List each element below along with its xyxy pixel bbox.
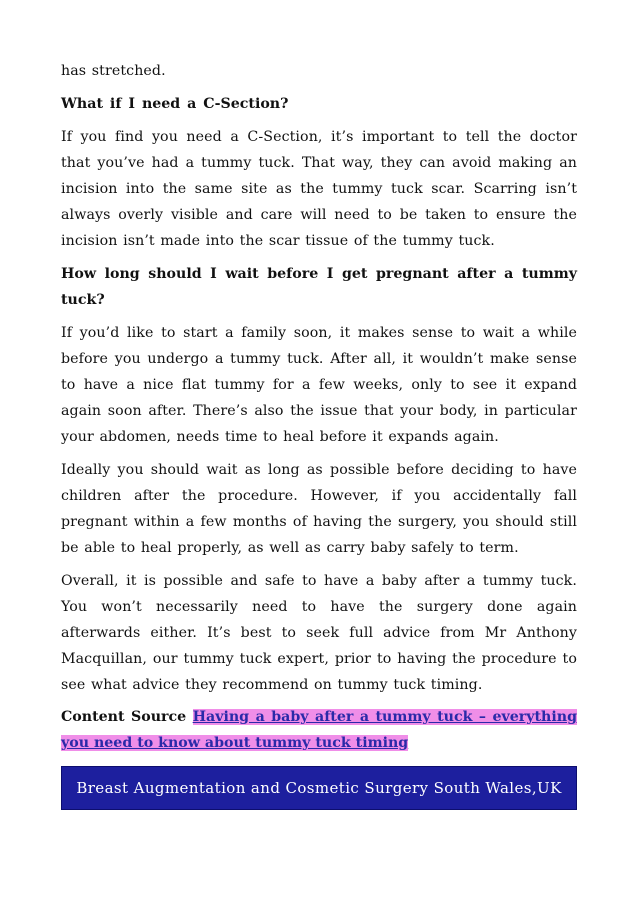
document-content (61, 58, 577, 810)
content-source-label: Content Source (61, 709, 193, 725)
content-source (61, 704, 577, 756)
paragraph-start-family: If you’d like to start a family soon, it makes sense to wait a while before you undergo a tummy tuck. After all, it wouldn’t make sense to have a nice flat tummy for a few weeks, only to see it expand again soon after. There’s also the issue that your body, in particular your abdomen, needs time to heal before it expands again. (61, 325, 577, 445)
clinic-banner[interactable] (61, 766, 577, 810)
paragraph-overall: Overall, it is possible and safe to have a baby after a tummy tuck. You won’t necessarily need to have the surgery done again afterwards either. It’s best to seek full advice from Mr Anthony Macquillan, our tummy tuck expert, prior to having the procedure to see what advice they recommend on tummy tuck timing. (61, 573, 577, 693)
paragraph-c-section: If you find you need a C-Section, it’s important to tell the doctor that you’ve had a tummy tuck. That way, they can avoid making an incision into the same site as the tummy tuck scar. Scarring isn’t always overly visible and care will need to be taken to ensure the incision isn’t made into the scar tissue of the tummy tuck. (61, 129, 577, 249)
paragraph-ideally-wait: Ideally you should wait as long as possible before deciding to have children after the procedure. However, if you accidentally fall pregnant within a few months of having the surgery, you should still be able to heal properly, as well as carry baby safely to term. (61, 462, 577, 556)
section-heading-c-section: What if I need a C-Section? (61, 96, 289, 112)
clinic-banner-text: Breast Augmentation and Cosmetic Surgery South Wales,UK (76, 779, 562, 797)
content-source-link[interactable]: Having a baby after a tummy tuck – everything you need to know about tummy tuck timing (61, 709, 577, 751)
intro-tail-text: has stretched. (61, 63, 166, 79)
section-heading-wait-time: How long should I wait before I get pregnant after a tummy tuck? (61, 266, 577, 308)
